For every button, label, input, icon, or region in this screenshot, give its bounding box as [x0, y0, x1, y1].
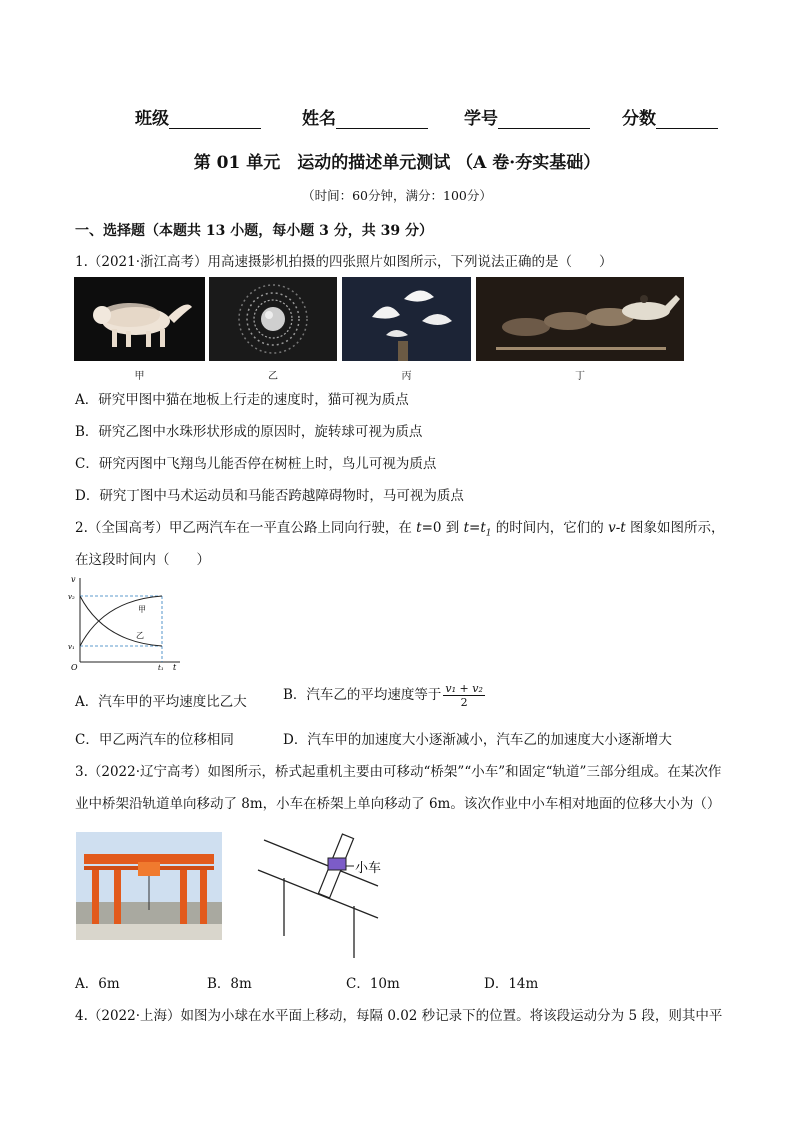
caption-jia: 甲: [134, 371, 145, 382]
trolley-box: [328, 858, 346, 870]
q3-option-d: D．14m: [484, 976, 539, 992]
graph-origin: O: [71, 663, 78, 672]
q2-stem-b: 的时间内，它们的: [491, 520, 609, 536]
q1-photo-birds: [342, 277, 471, 361]
graph-x-label: t: [173, 663, 177, 672]
graph-jia-label: 甲: [138, 605, 146, 614]
id-label: 学号: [464, 109, 498, 129]
bridge-bottom-line: [258, 870, 378, 918]
q2-option-b-fraction: [443, 682, 484, 709]
q3-option-c: C．10m: [346, 976, 400, 992]
q2-option-c: C．甲乙两汽车的位移相同: [75, 732, 234, 748]
class-blank: [169, 110, 261, 129]
name-blank: [336, 110, 428, 129]
q3-option-a: A．6m: [75, 976, 120, 992]
graph-v1: v₁: [68, 643, 75, 651]
q2-option-b: [283, 682, 485, 709]
q2-stem-c: 图象如图所示，: [625, 520, 725, 536]
q1-option-d: D．研究丁图中马术运动员和马能否跨越障碍物时，马可视为质点: [75, 488, 464, 504]
q1-option-a: A．研究甲图中猫在地板上行走的速度时，猫可视为质点: [75, 392, 409, 408]
q3-option-b: B．8m: [207, 976, 252, 992]
birds-image-icon: [342, 277, 471, 361]
fraction-numerator: v₁ + v₂: [445, 682, 483, 695]
q2-option-a: A．汽车甲的平均速度比乙大: [75, 694, 247, 710]
q2-t0-eq: =0 到: [421, 520, 464, 536]
id-field: [464, 104, 590, 129]
score-label: 分数: [622, 109, 656, 129]
cat-image-icon: [74, 277, 205, 361]
score-field: [622, 104, 718, 129]
q1-option-b: B．研究乙图中水珠形状形成的原因时，旋转球可视为质点: [75, 424, 423, 440]
q3-crane-diagram: [254, 826, 386, 960]
q2-t1: t=t: [463, 520, 486, 536]
spinning-ball-icon: [209, 277, 337, 361]
q1-photo-ball: [209, 277, 337, 361]
q1-photo-horse: [476, 277, 684, 361]
trolley-label: 小车: [355, 860, 382, 875]
name-field: [302, 104, 428, 129]
graph-t1: t₁: [158, 664, 164, 672]
q2-stem-a: 2.（全国高考）甲乙两汽车在一平直公路上同向行驶，在: [75, 520, 417, 536]
name-label: 姓名: [302, 109, 336, 129]
graph-y-label: v: [71, 575, 76, 584]
curve-yi: [80, 596, 162, 646]
section-heading: 一、选择题（本题共 13 小题，每小题 3 分，共 39 分）: [75, 223, 433, 239]
q2-t0: t: [416, 520, 422, 536]
curve-jia: [80, 596, 162, 646]
page-subtitle: （时间：60分钟，满分：100分）: [302, 188, 492, 203]
q2-vt: v-t: [608, 520, 626, 536]
caption-bing: 丙: [401, 371, 412, 382]
fraction-denominator: 2: [460, 696, 468, 709]
class-field: [135, 104, 261, 129]
graph-yi-label: 乙: [136, 631, 144, 640]
q1-photo-cat: [74, 277, 205, 361]
q3-crane-photo: [76, 832, 222, 940]
q2-t1-sub: 1: [485, 528, 492, 539]
vt-graph: [68, 574, 188, 672]
q1-option-c: C．研究丙图中飞翔鸟儿能否停在树桩上时，鸟儿可视为质点: [75, 456, 437, 472]
horse-jump-icon: [476, 277, 684, 361]
q3-line1: 3.（2022·辽宁高考）如图所示，桥式起重机主要由可移动“桥架”“小车”和固定“轨道”三部分组成。在某次作: [75, 764, 722, 780]
q2-stem: [75, 516, 725, 539]
caption-yi: 乙: [268, 371, 278, 382]
q2-option-d: D．汽车甲的加速度大小逐渐减小，汽车乙的加速度大小逐渐增大: [283, 732, 672, 748]
id-blank: [498, 110, 590, 129]
page-title: 第 01 单元 运动的描述单元测试 （A 卷·夯实基础）: [193, 153, 601, 173]
score-blank: [656, 110, 718, 129]
crane-image-icon: [76, 832, 222, 940]
q2-stem-line2: 在这段时间内（ ）: [75, 552, 210, 568]
caption-ding: 丁: [575, 371, 585, 382]
q2-option-b-text: B．汽车乙的平均速度等于: [283, 687, 442, 703]
graph-v2: v₂: [68, 593, 75, 601]
q3-line2: 业中桥架沿轨道单向移动了 8m，小车在桥架上单向移动了 6m。该次作业中小车相对地面的位移大小为（）: [75, 796, 721, 812]
q4-line1: 4.（2022·上海）如图为小球在水平面上移动，每隔 0.02 秒记录下的位置。将该段运动分为 5 段，则其中平: [75, 1008, 723, 1024]
q1-stem: 1.（2021·浙江高考）用高速摄影机拍摄的四张照片如图所示，下列说法正确的是（ ）: [75, 254, 613, 270]
class-label: 班级: [135, 109, 169, 129]
